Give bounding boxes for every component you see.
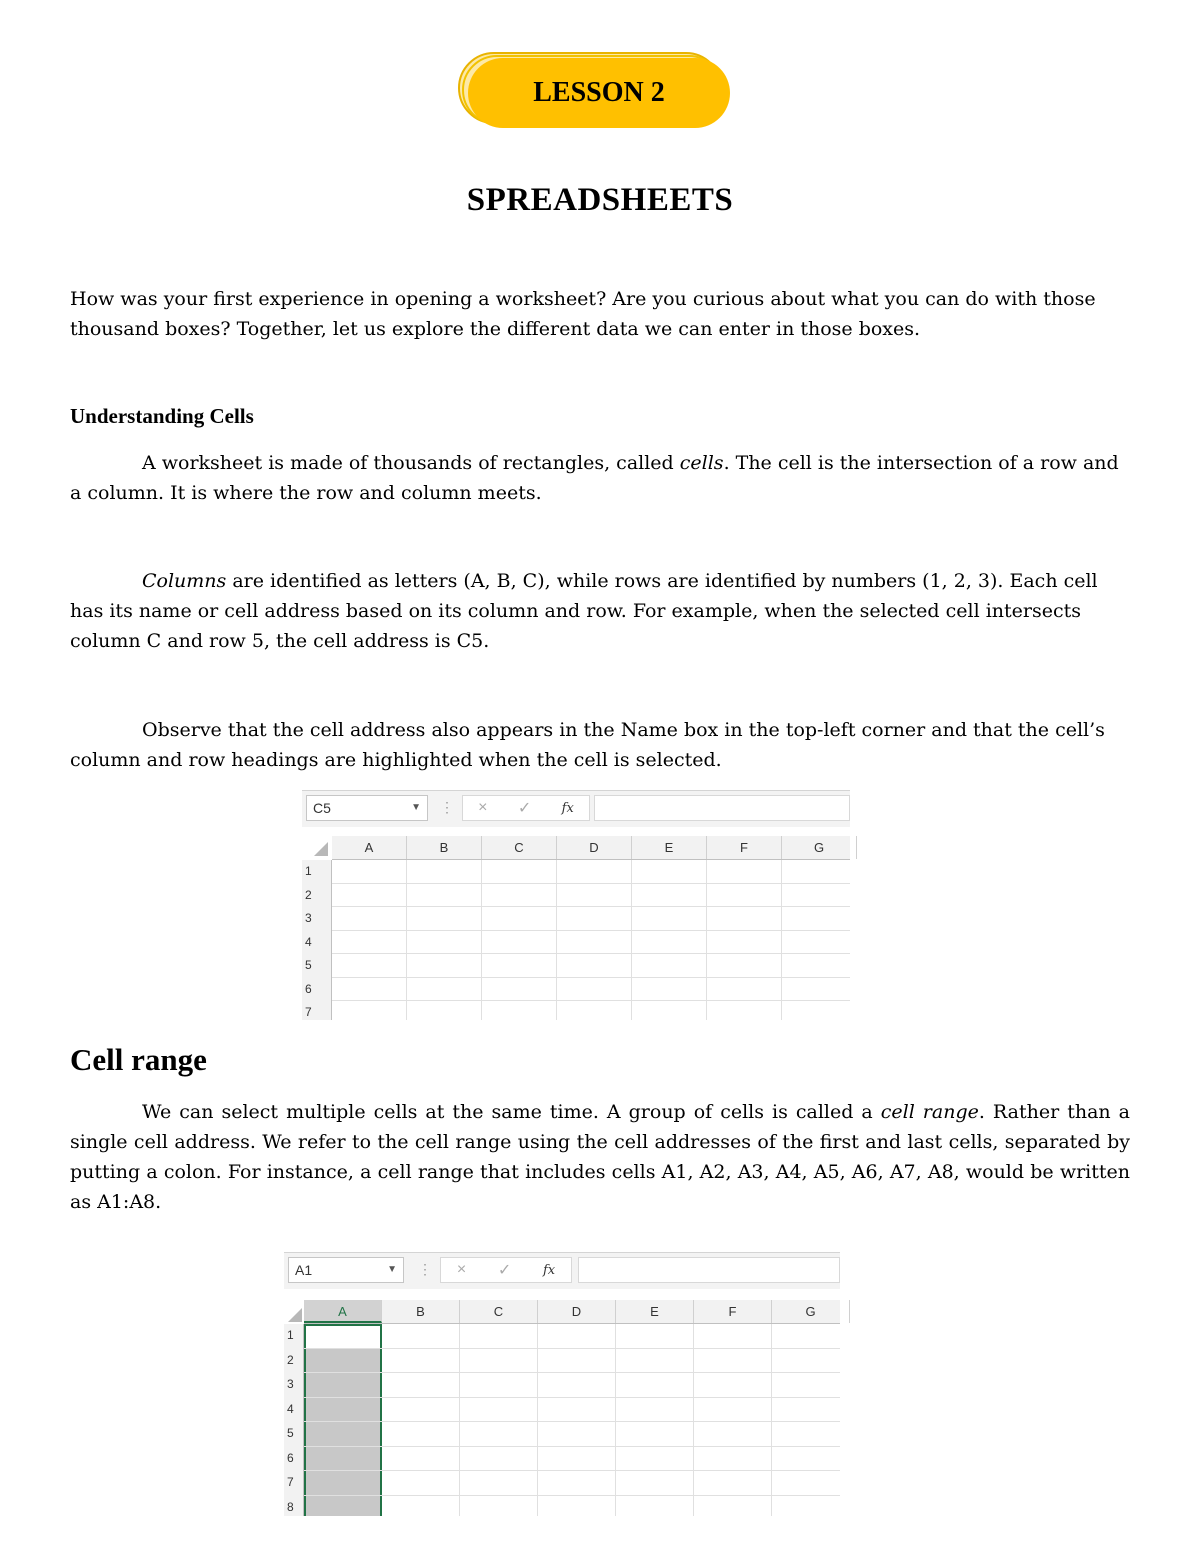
name-box-paragraph: Observe that the cell address also appears in the Name box in the top-left corner and that the cell’s column and row headings are highlighted when the cell is selected. bbox=[70, 719, 1105, 771]
row-header-4[interactable]: 4 bbox=[287, 1401, 294, 1416]
column-header-d[interactable]: D bbox=[538, 1300, 616, 1323]
cell-range-term: cell range bbox=[880, 1101, 979, 1123]
column-header-e[interactable]: E bbox=[632, 836, 707, 859]
cell-grid[interactable] bbox=[304, 1324, 840, 1516]
column-headers bbox=[332, 836, 850, 860]
understanding-cells-heading: Understanding Cells bbox=[70, 404, 254, 428]
column-headers bbox=[304, 1300, 840, 1324]
column-header-c[interactable]: C bbox=[482, 836, 557, 859]
formula-bar bbox=[302, 790, 850, 827]
row-header-1[interactable]: 1 bbox=[287, 1328, 294, 1342]
column-header-e[interactable]: E bbox=[616, 1300, 694, 1323]
column-header-a[interactable]: A bbox=[304, 1300, 382, 1323]
grid-column-line bbox=[706, 860, 707, 1020]
row-header-8[interactable]: 8 bbox=[287, 1499, 294, 1514]
grid-row-line bbox=[332, 1000, 850, 1001]
name-box-value: C5 bbox=[313, 800, 331, 816]
badge-label: LESSON 2 bbox=[468, 58, 730, 128]
cell-grid[interactable] bbox=[332, 860, 850, 1020]
row-headers bbox=[284, 1324, 304, 1516]
grid-column-line bbox=[481, 860, 482, 1020]
spreadsheet-screenshot-a1 bbox=[284, 1252, 840, 1516]
grid-row-line bbox=[332, 930, 850, 931]
dropdown-icon[interactable]: ▼ bbox=[387, 1264, 397, 1275]
column-header-d[interactable]: D bbox=[557, 836, 632, 859]
select-all-corner[interactable] bbox=[314, 842, 328, 856]
select-all-corner[interactable] bbox=[288, 1308, 302, 1322]
dropdown-icon[interactable]: ▼ bbox=[411, 802, 421, 813]
row-header-7[interactable]: 7 bbox=[305, 1005, 312, 1019]
row-header-6[interactable]: 6 bbox=[305, 981, 312, 996]
formula-buttons bbox=[440, 1257, 572, 1283]
column-header-b[interactable]: B bbox=[382, 1300, 460, 1323]
grip-icon: ⋮ bbox=[418, 1261, 432, 1277]
grip-icon: ⋮ bbox=[440, 799, 454, 815]
name-box[interactable] bbox=[306, 795, 428, 821]
row-headers bbox=[302, 860, 332, 1020]
row-header-6[interactable]: 6 bbox=[287, 1450, 294, 1465]
enter-icon[interactable]: ✓ bbox=[497, 1262, 512, 1279]
grid-row-line bbox=[332, 977, 850, 978]
grid-row-line bbox=[304, 1372, 840, 1373]
row-header-4[interactable]: 4 bbox=[305, 934, 312, 949]
column-header-g[interactable]: G bbox=[782, 836, 857, 859]
cell-range-heading: Cell range bbox=[70, 1042, 207, 1077]
row-header-5[interactable]: 5 bbox=[305, 958, 312, 972]
lesson-badge bbox=[458, 52, 730, 128]
grid-row-line bbox=[304, 1495, 840, 1496]
column-header-g[interactable]: G bbox=[772, 1300, 850, 1323]
grid-column-line bbox=[693, 1324, 694, 1516]
row-header-3[interactable]: 3 bbox=[305, 911, 312, 925]
enter-icon[interactable]: ✓ bbox=[517, 800, 532, 817]
formula-input[interactable] bbox=[594, 795, 850, 821]
cancel-icon[interactable]: × bbox=[456, 1261, 467, 1278]
grid-row-line bbox=[304, 1470, 840, 1471]
cells-paragraph: A worksheet is made of thousands of rectangles, called cells. The cell is the intersection of a row and a column. It is where the row and column meets. bbox=[70, 452, 1119, 504]
name-box-value: A1 bbox=[295, 1262, 313, 1278]
row-header-7[interactable]: 7 bbox=[287, 1475, 294, 1489]
page-title: SPREADSHEETS bbox=[466, 182, 734, 218]
column-header-c[interactable]: C bbox=[460, 1300, 538, 1323]
grid-row-line bbox=[304, 1421, 840, 1422]
column-header-f[interactable]: F bbox=[707, 836, 782, 859]
grid-row-line bbox=[304, 1348, 840, 1349]
grid-column-line bbox=[631, 860, 632, 1020]
columns-paragraph: Columns are identified as letters (A, B, C), while rows are identified by numbers (1, 2, 3). Each cell has its name or cell address based on its column and row. For example, when the selected cell intersects column C and row 5, the cell address is C5. bbox=[70, 570, 1098, 652]
column-header-a[interactable]: A bbox=[332, 836, 407, 859]
grid-column-line bbox=[406, 860, 407, 1020]
selection-border bbox=[304, 1324, 382, 1516]
grid-row-line bbox=[332, 906, 850, 907]
grid-row-line bbox=[304, 1397, 840, 1398]
cell-range-paragraph: We can select multiple cells at the same time. A group of cells is called a cell range. Rather than a single cell address. We refer to the cell range using the cell addresses of the first and last cells, separated by putting a colon. For instance, a cell range that includes cells A1, A2, A3, A4, A5, A6, A7, A8, would be written as A1:A8. bbox=[70, 1101, 1130, 1213]
cancel-icon[interactable]: × bbox=[478, 799, 488, 816]
grid-row-line bbox=[304, 1446, 840, 1447]
grid-column-line bbox=[781, 860, 782, 1020]
row-header-2[interactable]: 2 bbox=[305, 887, 312, 902]
grid-column-line bbox=[537, 1324, 538, 1516]
function-icon[interactable]: fx bbox=[542, 1262, 556, 1278]
formula-input[interactable] bbox=[578, 1257, 840, 1283]
row-header-3[interactable]: 3 bbox=[287, 1377, 294, 1391]
row-header-5[interactable]: 5 bbox=[287, 1426, 294, 1440]
columns-term: Columns bbox=[142, 570, 227, 592]
column-header-f[interactable]: F bbox=[694, 1300, 772, 1323]
formula-buttons bbox=[462, 795, 590, 821]
column-header-b[interactable]: B bbox=[407, 836, 482, 859]
grid-row-line bbox=[332, 883, 850, 884]
cells-term: cells bbox=[679, 452, 724, 474]
grid-row-line bbox=[332, 953, 850, 954]
grid-column-line bbox=[771, 1324, 772, 1516]
spreadsheet-screenshot-c5 bbox=[302, 790, 850, 1020]
row-header-2[interactable]: 2 bbox=[287, 1352, 294, 1367]
grid-column-line bbox=[556, 860, 557, 1020]
intro-paragraph: How was your first experience in opening a worksheet? Are you curious about what you can do with those thousand boxes? Together, let us explore the different data we can enter in those boxes. bbox=[70, 288, 1096, 340]
grid-column-line bbox=[615, 1324, 616, 1516]
formula-bar bbox=[284, 1252, 840, 1289]
grid-column-line bbox=[459, 1324, 460, 1516]
row-header-1[interactable]: 1 bbox=[305, 864, 312, 878]
name-box[interactable] bbox=[288, 1257, 404, 1283]
function-icon[interactable]: fx bbox=[561, 800, 574, 816]
